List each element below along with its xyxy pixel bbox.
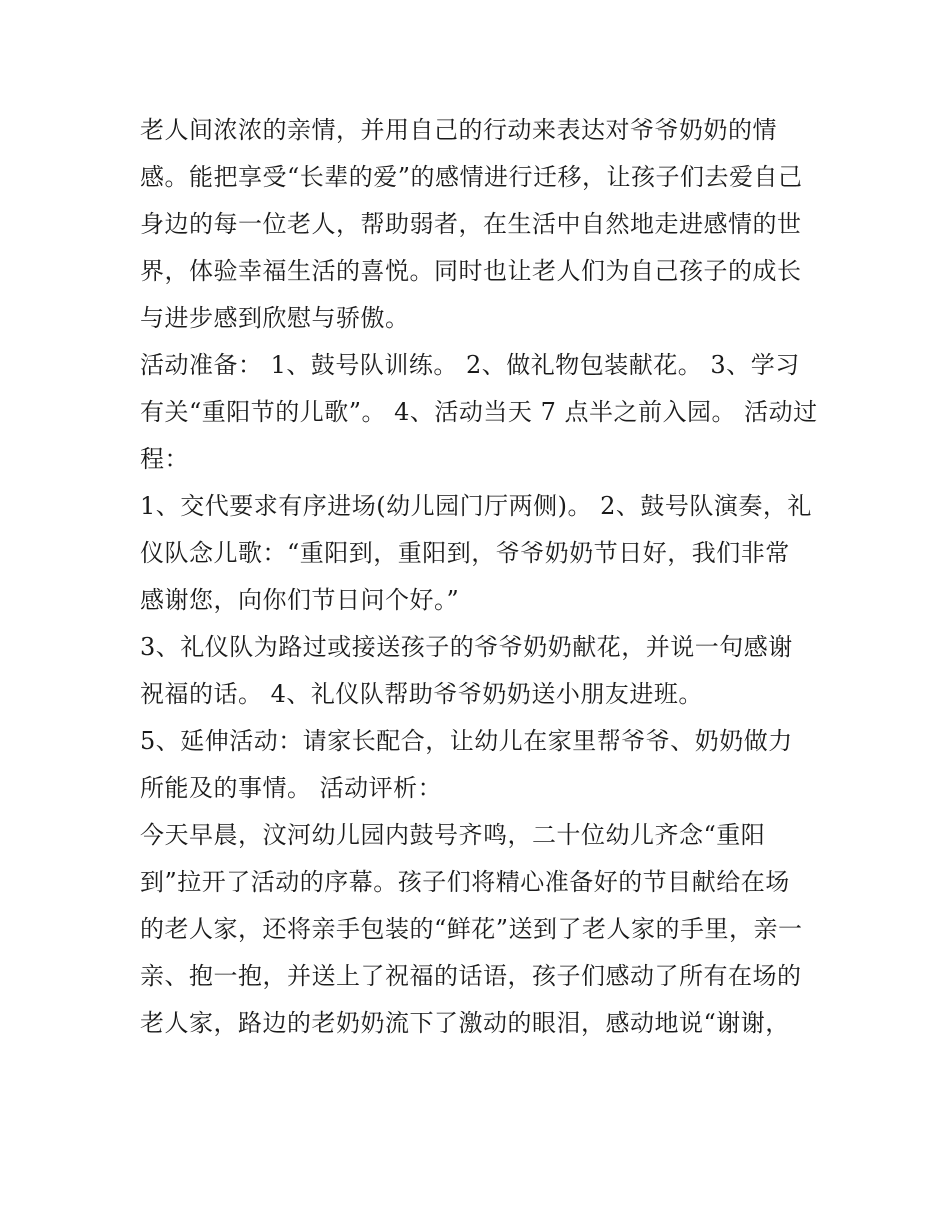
text-line: 亲、抱一抱，并送上了祝福的话语，孩子们感动了所有在场的: [140, 962, 802, 990]
text-line: 5、延伸活动：请家长配合，让幼儿在家里帮爷爷、奶奶做力: [140, 727, 793, 755]
text-line: 感。能把享受“长辈的爱”的感情进行迁移，让孩子们去爱自己: [140, 163, 803, 191]
text-line: 与进步感到欣慰与骄傲。: [140, 304, 410, 332]
text-line: 1、交代要求有序进场(幼儿园门厅两侧)。 2、鼓号队演奏，礼: [140, 492, 812, 520]
text-line: 今天早晨，汶河幼儿园内鼓号齐鸣，二十位幼儿齐念“重阳: [140, 821, 766, 849]
text-line: 程：: [140, 445, 189, 473]
text-line: 老人家，路边的老奶奶流下了激动的眼泪，感动地说“谢谢，: [140, 1009, 790, 1037]
text-line: 所能及的事情。 活动评析：: [140, 774, 443, 802]
text-line: 有关“重阳节的儿歌”。 4、活动当天 7 点半之前入园。 活动过: [140, 398, 818, 426]
text-line: 仪队念儿歌：“重阳到，重阳到，爷爷奶奶节日好，我们非常: [140, 539, 790, 567]
text-line: 到”拉开了活动的序幕。孩子们将精心准备好的节目献给在场: [140, 868, 790, 896]
text-line: 感谢您，向你们节日问个好。”: [140, 586, 460, 614]
document-body: [140, 107, 820, 1047]
text-line: 老人间浓浓的亲情，并用自己的行动来表达对爷爷奶奶的情: [140, 116, 777, 144]
text-line: 的老人家，还将亲手包装的“鲜花”送到了老人家的手里，亲一: [140, 915, 803, 943]
text-line: 界，体验幸福生活的喜悦。同时也让老人们为自己孩子的成长: [140, 257, 802, 285]
text-line: 祝福的话。 4、礼仪队帮助爷爷奶奶送小朋友进班。: [140, 680, 703, 708]
text-line: 3、礼仪队为路过或接送孩子的爷爷奶奶献花，并说一句感谢: [140, 633, 793, 661]
text-line: 身边的每一位老人，帮助弱者，在生活中自然地走进感情的世: [140, 210, 802, 238]
text-line: 活动准备： 1、鼓号队训练。 2、做礼物包装献花。 3、学习: [140, 351, 800, 379]
